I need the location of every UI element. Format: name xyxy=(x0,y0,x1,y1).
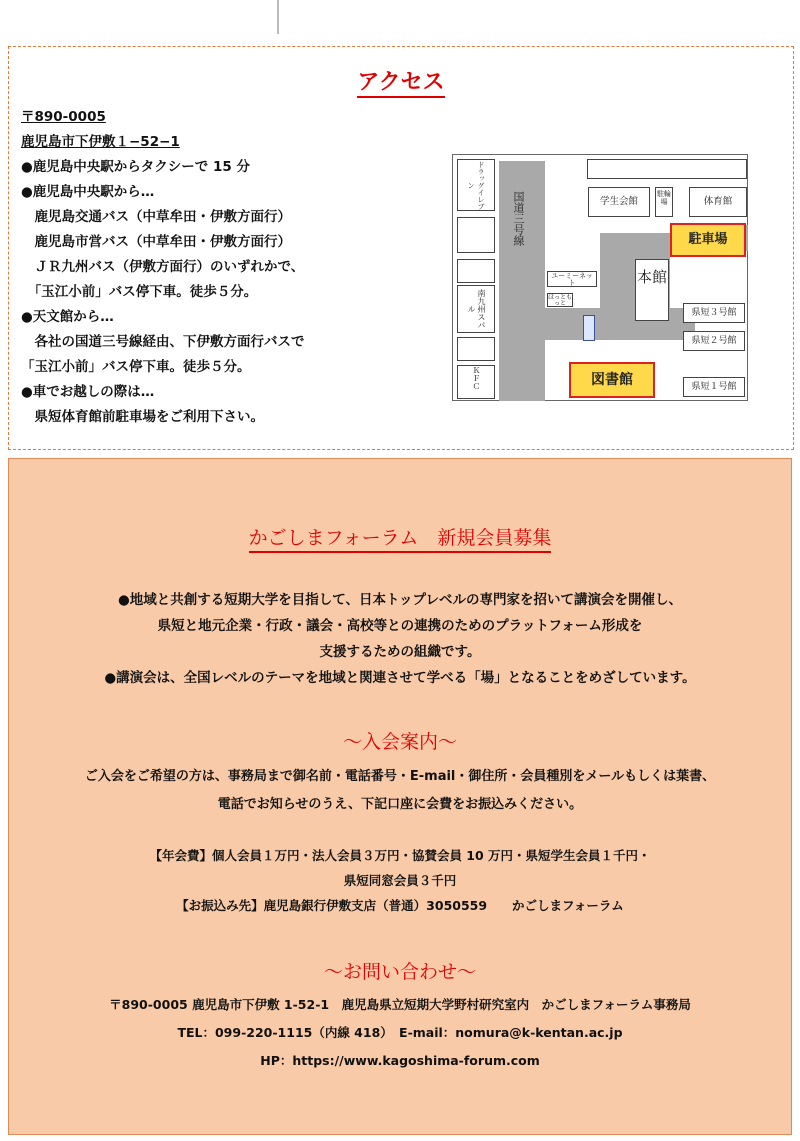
kentan-building-3: 県短３号館 xyxy=(683,303,745,323)
intro-line: ●地域と共創する短期大学を目指して、日本トップレベルの専門家を招いて講演会を開催し、 xyxy=(117,592,683,608)
student-hall: 学生会館 xyxy=(588,187,650,217)
drugstore-building: ドラッグイレブン xyxy=(457,159,495,211)
direction-line: 「玉江小前」バス停下車。徒歩５分。 xyxy=(21,284,258,300)
kentan-building-1: 県短１号館 xyxy=(683,377,745,397)
page-divider-line xyxy=(277,0,279,34)
intro-line: ●講演会は、全国レベルのテーマを地域と関連させて学べる「場」となることをめざしています。 xyxy=(104,670,696,686)
fee-line: 県短同窓会員３千円 xyxy=(343,873,457,888)
access-directions xyxy=(21,105,305,430)
direction-line: 各社の国道三号線経由、下伊敷方面行バスで xyxy=(21,334,305,350)
direction-line: ●鹿児島中央駅から… xyxy=(21,184,155,200)
building xyxy=(457,259,495,283)
building xyxy=(457,217,495,253)
address: 鹿児島市下伊敷１−52−1 xyxy=(21,134,180,150)
contact-line: HP：https://www.kagoshima-forum.com xyxy=(260,1053,540,1068)
gymnasium: 体育館 xyxy=(689,187,747,217)
campus-map xyxy=(452,154,748,401)
minami-kyushu-subaru-building: 南九州スパル xyxy=(457,285,495,333)
direction-line: 鹿児島交通バス（中草牟田・伊敷方面行） xyxy=(21,209,291,225)
direction-line: ●天文館から… xyxy=(21,309,114,325)
join-guide-text xyxy=(9,763,791,819)
join-guide-title: 〜入会案内〜 xyxy=(342,731,457,753)
road-label: 国道三号線 xyxy=(512,191,525,246)
top-building xyxy=(587,159,747,179)
contact-title: 〜お問い合わせ〜 xyxy=(323,961,476,983)
access-title: アクセス xyxy=(9,65,793,96)
main-building: 本館 xyxy=(635,259,669,321)
bus-stop-marker xyxy=(583,315,595,341)
intro-line: 県短と地元企業・行政・議会・高校等との連携のためのプラットフォーム形成を xyxy=(157,618,643,634)
forum-intro xyxy=(9,587,791,691)
bicycle-parking: 駐輪場 xyxy=(655,187,673,217)
intro-line: 支援するための組織です。 xyxy=(319,644,481,660)
contact-line: 〒890-0005 鹿児島市下伊敷 1-52-1 鹿児島県立短期大学野村研究室内 かごしまフォーラム事務局 xyxy=(109,997,691,1012)
direction-line: 鹿児島市営バス（中草牟田・伊敷方面行） xyxy=(21,234,291,250)
forum-recruitment-section xyxy=(8,458,792,1135)
yumi-net-shop: ユーミーネット xyxy=(547,271,597,287)
membership-fees xyxy=(9,843,791,918)
direction-line: 「玉江小前」バス停下車。徒歩５分。 xyxy=(21,359,251,375)
direction-line: ＪＲ九州バス（伊敷方面行）のいずれかで、 xyxy=(21,259,305,275)
contact-info xyxy=(9,991,791,1075)
join-line: 電話でお知らせのうえ、下記口座に会費をお振込みください。 xyxy=(217,797,583,812)
hotto-motto-shop: ほっともっと xyxy=(548,294,573,307)
kfc-building: ＫＦＣ xyxy=(457,365,495,399)
direction-line: ●鹿児島中央駅からタクシーで 15 分 xyxy=(21,159,250,175)
fee-line: 【年会費】個人会員１万円・法人会員３万円・協賛会員 10 万円・県短学生会員１千円・ xyxy=(149,848,651,863)
postal-code: 〒890-0005 xyxy=(21,109,106,125)
kentan-building-2: 県短２号館 xyxy=(683,331,745,351)
parking-lot: 駐車場 xyxy=(670,223,746,257)
forum-title: かごしまフォーラム 新規会員募集 xyxy=(9,523,791,550)
building xyxy=(457,337,495,361)
direction-line: ●車でお越しの際は… xyxy=(21,384,155,400)
library: 図書館 xyxy=(569,362,655,398)
contact-line: TEL：099-220-1115（内線 418） E-mail：nomura@k-kentan.ac.jp xyxy=(177,1025,623,1040)
direction-line: 県短体育館前駐車場をご利用下さい。 xyxy=(21,409,264,425)
join-line: ご入会をご希望の方は、事務局まで御名前・電話番号・E-mail・御住所・会員種別をメールもしくは葉書、 xyxy=(84,769,716,784)
fee-line: 【お振込み先】鹿児島銀行伊敷支店（普通）3050559 かごしまフォーラム xyxy=(176,898,624,913)
